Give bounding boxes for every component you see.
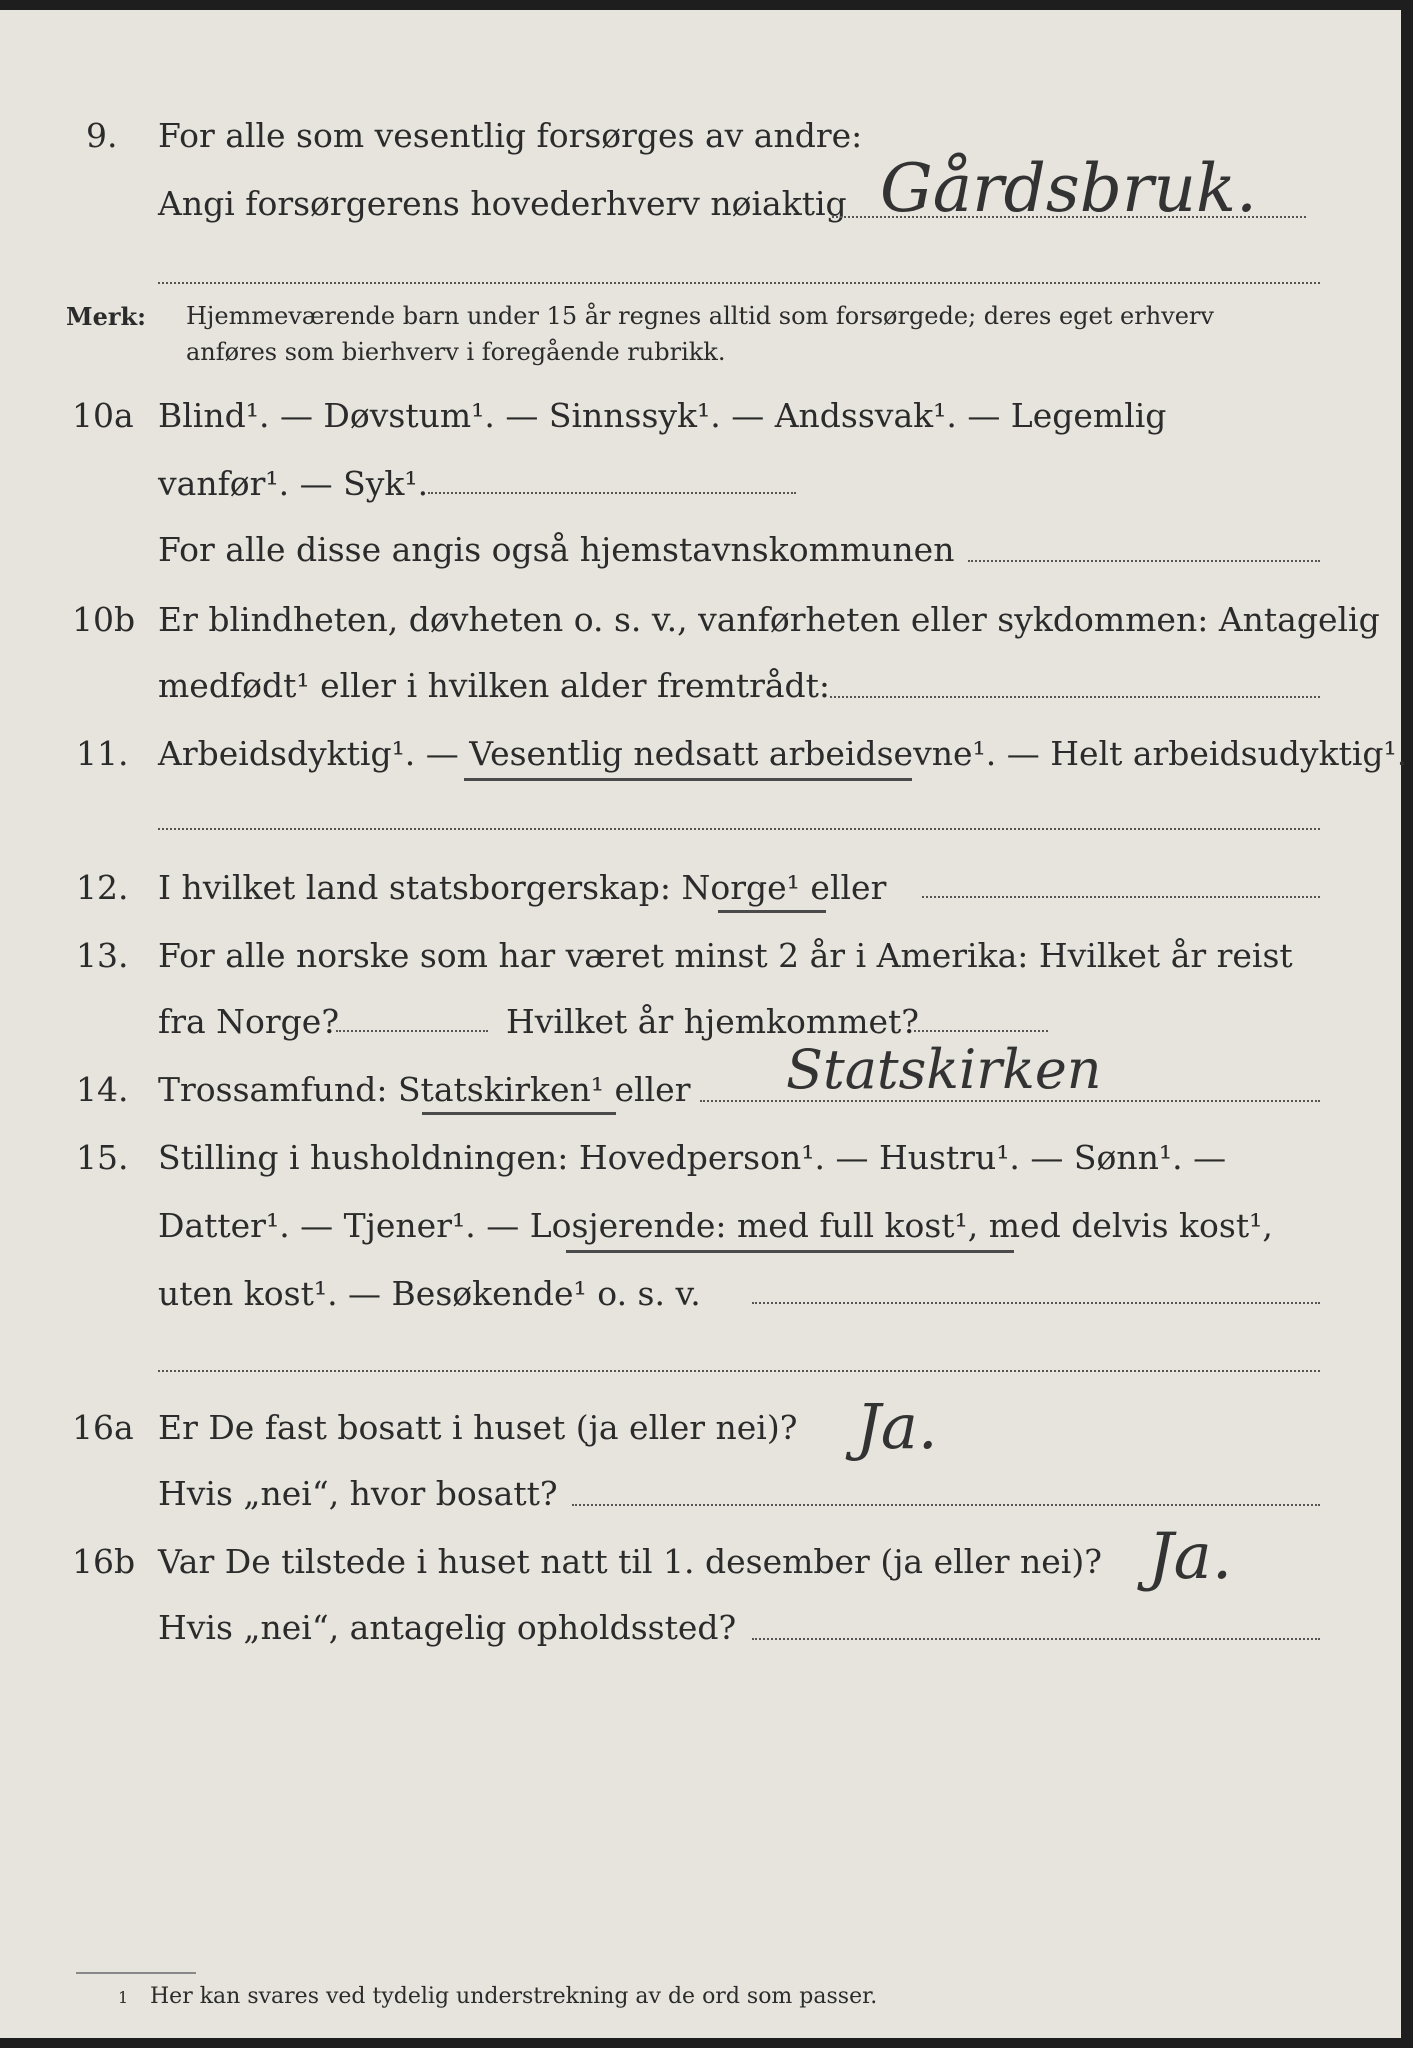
q11-option-udyktig: ¹. — Helt arbeidsudyktig¹. — [972, 734, 1408, 773]
q10a-answer-line — [428, 492, 796, 494]
q10b-line1: Er blindheten, døvheten o. s. v., vanførheten eller sykdommen: Antagelig — [158, 600, 1380, 639]
scan-border-bottom — [0, 2038, 1413, 2048]
q12-answer-line — [922, 896, 1320, 898]
q14-text — [158, 1070, 690, 1109]
q10a-line3: For alle disse angis også hjemstavnskommunen — [158, 530, 955, 569]
q13-number: 13. — [76, 936, 129, 975]
q15-line2 — [158, 1206, 1273, 1245]
q15-number: 15. — [76, 1138, 129, 1177]
q15-options-datter-tjener: Datter¹. — Tjener¹. — — [158, 1206, 530, 1245]
q11-answer-line — [158, 828, 1320, 830]
scan-border-top — [0, 0, 1413, 10]
q16b-line2: Hvis „nei“, antagelig opholdssted? — [158, 1608, 737, 1647]
q13-reist-label: fra Norge? — [158, 1002, 340, 1041]
q11-text — [158, 734, 1407, 773]
q14-option-eller: eller — [614, 1070, 691, 1109]
q15-line3: uten kost¹. — Besøkende¹ o. s. v. — [158, 1274, 701, 1313]
q9-handwritten-answer: Gårdsbruk. — [880, 150, 1258, 227]
q13-hjemkommet-line — [914, 1030, 1048, 1032]
q9-number: 9. — [86, 116, 118, 155]
q11-option-arbeidsdyktig: Arbeidsdyktig¹. — — [158, 734, 470, 773]
q12-option-norge: Norge¹ — [681, 868, 800, 907]
q10b-answer-line — [830, 696, 1320, 698]
q14-option-statskirken: Statskirken¹ — [397, 1070, 605, 1109]
q12-number: 12. — [76, 868, 129, 907]
q15-answer-line — [752, 1302, 1320, 1304]
footnote-text: Her kan svares ved tydelig understrekning av de ord som passer. — [150, 1984, 878, 2009]
q14-handwritten-underline — [422, 1112, 616, 1115]
q16a-answer-line — [572, 1504, 1320, 1506]
q9-extra-line — [158, 282, 1320, 284]
q12-text — [158, 868, 886, 907]
merk-line1: Hjemmeværende barn under 15 år regnes alltid som forsørgede; deres eget erhverv — [186, 302, 1214, 330]
merk-label: Merk: — [66, 302, 146, 331]
q9-line1: For alle som vesentlig forsørges av andre: — [158, 116, 863, 155]
q15-line1: Stilling i husholdningen: Hovedperson¹. — Hustru¹. — Sønn¹. — — [158, 1138, 1227, 1177]
q16b-line1: Var De tilstede i huset natt til 1. desember (ja eller nei)? — [158, 1542, 1102, 1581]
q10a-line1: Blind¹. — Døvstum¹. — Sinnssyk¹. — Andssvak¹. — Legemlig — [158, 396, 1167, 435]
q13-reist-line — [336, 1030, 488, 1032]
q10a-line2: vanfør¹. — Syk¹. — [158, 464, 429, 503]
q14-handwritten-answer: Statskirken — [786, 1038, 1102, 1101]
q13-line1: For alle norske som har været minst 2 år i Amerika: Hvilket år reist — [158, 936, 1293, 975]
q16b-number: 16b — [72, 1542, 136, 1581]
q11-number: 11. — [76, 734, 129, 773]
footnote-rule — [76, 1972, 196, 1974]
q15-option-delvis-kost: , med delvis kost¹, — [967, 1206, 1273, 1245]
q13-hjemkommet-label: Hvilket år hjemkommet? — [506, 1002, 919, 1041]
q11-option-nedsatt: Vesentlig nedsatt arbeidsevne — [469, 734, 973, 773]
q14-question: Trossamfund: — [158, 1070, 388, 1109]
q10a-hjemstavn-line — [968, 560, 1320, 562]
q12-handwritten-underline — [718, 910, 826, 913]
q11-handwritten-underline — [464, 778, 912, 781]
q10a-number: 10a — [72, 396, 134, 435]
footnote-mark: 1 — [118, 1988, 129, 2007]
q16a-line1: Er De fast bosatt i huset (ja eller nei)? — [158, 1408, 798, 1447]
merk-line2: anføres som bierhverv i foregående rubrikk. — [186, 338, 726, 366]
q15-option-losjerende-full-kost: Losjerende: med full kost¹ — [529, 1206, 968, 1245]
q10b-line2: medfødt¹ eller i hvilken alder fremtrådt: — [158, 666, 831, 705]
q10b-number: 10b — [72, 600, 136, 639]
q16a-line2: Hvis „nei“, hvor bosatt? — [158, 1474, 558, 1513]
q12-option-eller: eller — [810, 868, 887, 907]
q16b-answer-line — [752, 1638, 1320, 1640]
q16b-handwritten-answer: Ja. — [1148, 1520, 1233, 1594]
q12-question: I hvilket land statsborgerskap: — [158, 868, 672, 907]
q15-handwritten-underline — [566, 1250, 1014, 1253]
q16a-number: 16a — [72, 1408, 134, 1447]
q15-extra-line — [158, 1370, 1320, 1372]
q16a-handwritten-answer: Ja. — [856, 1390, 938, 1463]
q14-number: 14. — [76, 1070, 129, 1109]
scan-border-right — [1401, 0, 1413, 2048]
q9-line2: Angi forsørgerens hovederhverv nøiaktig — [158, 184, 847, 223]
